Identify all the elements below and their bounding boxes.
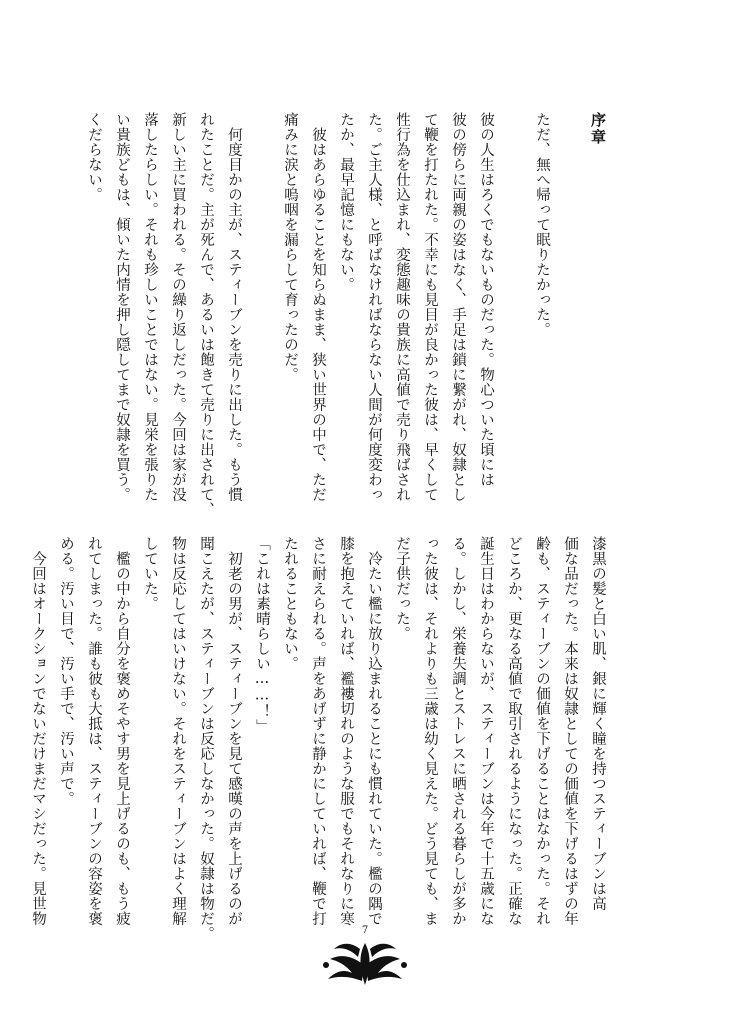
top-text-block — [86, 112, 612, 517]
text-line: 今回はオークションでないだけまだマシだった。見世物 — [30, 536, 46, 926]
text-line: 落したらしい。それも珍しいことではない。見栄を張りた — [142, 112, 158, 502]
text-line: 漆黒の髪と白い肌、銀に輝く瞳を持つスティーブンは高 — [590, 536, 606, 911]
text-line: た。ご主人様、と呼ばなければならない人間が何度変わっ — [366, 112, 382, 502]
text-line: 痛みに涙と嗚咽を漏らして育ったのだ。 — [282, 112, 298, 382]
text-line: 聞こえたが、スティーブンは反応しなかった。奴隷は物だ。 — [198, 536, 214, 941]
text-line: い貴族どもは、傾いた内情を押し隠してまで奴隷を買う。 — [114, 112, 130, 502]
text-line: 彼はあらゆることを知らぬまま、狭い世界の中で、ただ — [310, 112, 326, 502]
text-line: 新しい主に買われる。その繰り返しだった。今回は家が没 — [170, 112, 186, 502]
text-line: 初老の男が、スティーブンを見て感嘆の声を上げるのが — [226, 536, 242, 926]
text-line: さに耐えられる。声をあげずに静かにしていれば、鞭で打 — [310, 536, 326, 926]
text-line: 何度目かの主が、スティーブンを売りに出した。もう慣 — [226, 112, 242, 502]
page-number: 7 — [361, 925, 369, 936]
text-line: どころか、更なる高値で取引されるようになった。正確な — [506, 536, 522, 926]
text-line: 物は反応してはいけない。それをスティーブンはよく理解 — [170, 536, 186, 926]
text-line: 冷たい檻に放り込まれることにも慣れていた。檻の隅で — [366, 536, 382, 926]
text-line: だ子供だった。 — [394, 536, 410, 641]
dialogue-line: 「これは素晴らしい……！」 — [254, 536, 270, 734]
text-line: たれることもない。 — [282, 536, 298, 671]
text-line: れてしまった。誰も彼も大抵は、スティーブンの容姿を褒 — [86, 536, 102, 926]
bottom-text-block — [30, 536, 612, 941]
text-line: くだらない。 — [86, 112, 102, 202]
text-line: った彼は、それよりも三歳は幼く見えた。どう見ても、ま — [422, 536, 438, 926]
text-line: 檻の中から自分を褒めそやす男を見上げるのも、もう疲 — [114, 536, 130, 926]
text-line: る。しかし、栄養失調とストレスに晒される暮らしが多か — [450, 536, 466, 926]
text-line: て鞭を打たれた。不幸にも見目が良かった彼は、早くして — [422, 112, 438, 502]
text-line: 性行為を仕込まれ、変態趣味の貴族に高値で売り飛ばされ — [394, 112, 410, 502]
page-footer — [0, 925, 730, 995]
text-line: 膝を抱えていれば、襤褸切れのような服でもそれなりに寒 — [338, 536, 354, 926]
text-line: 彼の人生はろくでもないものだった。物心ついた頃には — [478, 112, 494, 487]
text-line: 齢も、スティーブンの価値を下げることはなかった。それ — [534, 536, 550, 926]
text-line: していた。 — [142, 536, 158, 611]
text-line: れたことだ。主が死んで、あるいは飽きて売りに出されて、 — [198, 112, 214, 517]
text-line: ただ、無へ帰って眠りたかった。 — [534, 112, 550, 337]
flourish-ornament-icon — [320, 935, 410, 990]
text-line: たか、最早記憶にもない。 — [338, 112, 354, 292]
text-line: 価な品だった。本来は奴隷としての価値を下げるはずの年 — [562, 536, 578, 926]
chapter-title: 序章 — [589, 112, 607, 146]
text-line: 誕生日はわからないが、スティーブンは今年で十五歳にな — [478, 536, 494, 926]
text-line: める。汚い目で、汚い手で、汚い声で。 — [58, 536, 74, 806]
text-line: 彼の傍らに両親の姿はなく、手足は鎖に繋がれ、奴隷とし — [450, 112, 466, 502]
